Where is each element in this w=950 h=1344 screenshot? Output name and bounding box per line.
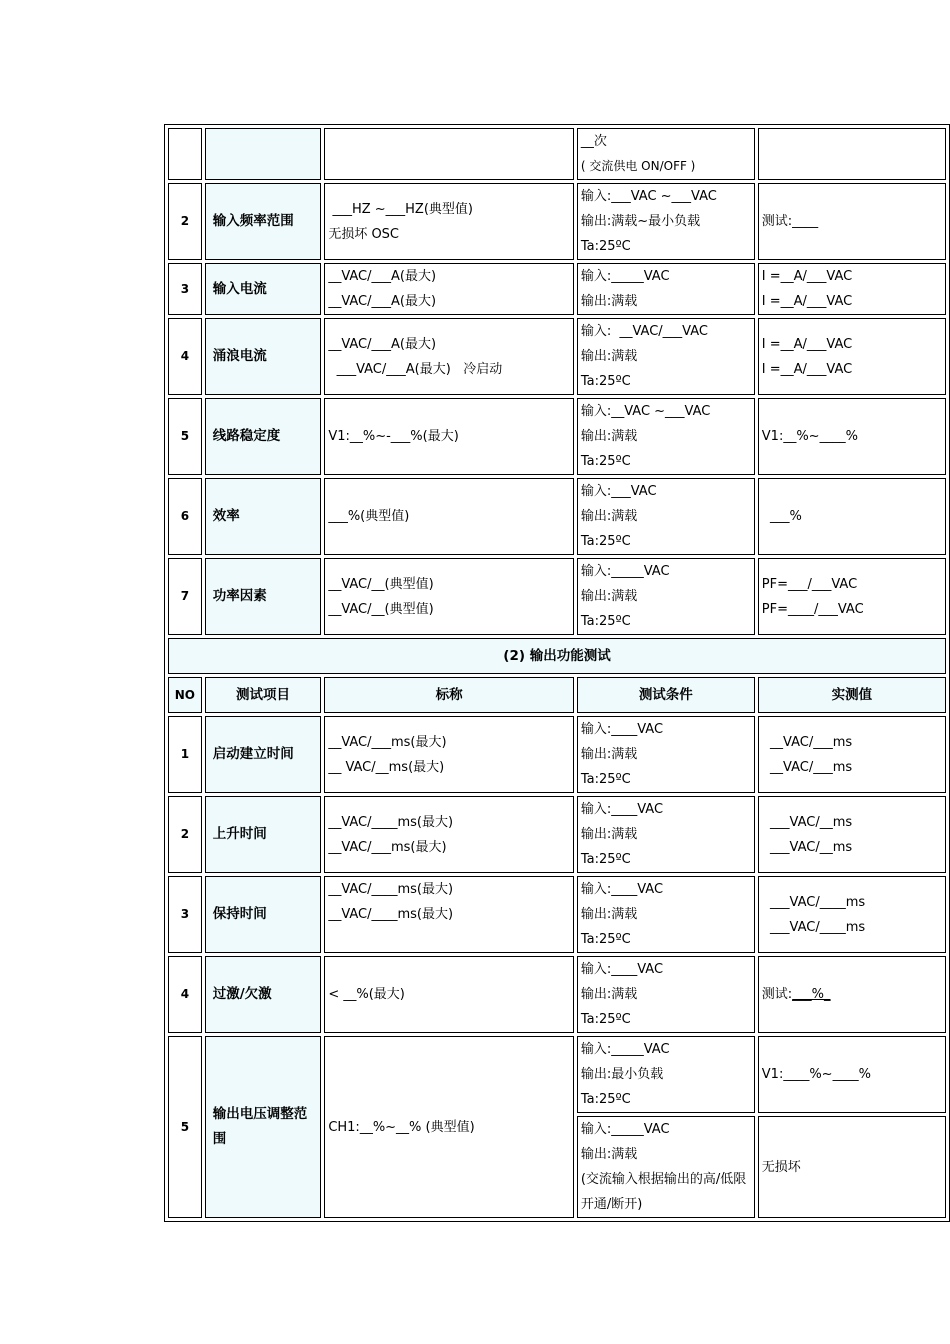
measured-cell <box>758 956 946 1033</box>
test-conditions-cell <box>577 716 755 793</box>
condition-line: 输入:_____VAC <box>580 1042 670 1057</box>
table-row <box>168 318 946 395</box>
measured-cell <box>758 478 946 555</box>
measured-line: ___VAC/__ms <box>761 814 853 830</box>
row-number: 3 <box>168 263 202 315</box>
condition-line: 输入:____VAC <box>580 802 664 817</box>
condition-line: 输入: __VAC/___VAC <box>580 324 708 339</box>
test-item-name: 输入电流 <box>205 263 322 315</box>
table-row <box>168 398 946 475</box>
condition-line: 输入:__VAC ~___VAC <box>580 404 711 419</box>
measured-cell: V1:____%~____% <box>758 1036 946 1113</box>
test-report-table <box>164 124 950 1222</box>
condition-line: ( 交流供电 ON/OFF ) <box>580 159 696 173</box>
measured-line: 测试:____ <box>761 214 819 229</box>
nominal-line: __VAC/___ms(最大) <box>328 839 447 855</box>
measured-line: I =__A/___VAC <box>761 336 853 352</box>
condition-line: Ta:25ºC <box>580 1012 631 1027</box>
nominal-cell <box>324 128 574 180</box>
measured-value: ___%_ <box>792 987 831 1002</box>
test-item-name: 过激/欠激 <box>205 956 322 1033</box>
test-item-name: 保持时间 <box>205 876 322 953</box>
nominal-line: V1:__%~-___%(最大) <box>328 429 459 444</box>
nominal-line: __VAC/___A(最大) <box>328 336 437 352</box>
condition-line: 输出:满载 <box>580 429 638 444</box>
nominal-cell <box>324 558 574 635</box>
nominal-cell <box>324 478 574 555</box>
nominal-line: __VAC/____ms(最大) <box>328 907 454 922</box>
test-item-name: 输出电压调整范围 <box>205 1036 322 1218</box>
measured-line: ___VAC/__ms <box>761 839 853 855</box>
nominal-line: __VAC/___A(最大) <box>328 269 437 284</box>
condition-line: 输出:满载~最小负载 <box>580 214 701 229</box>
measured-line: I =__A/___VAC <box>761 294 853 309</box>
column-header-measured: 实测值 <box>758 677 946 713</box>
test-item-name: 线路稳定度 <box>205 398 322 475</box>
condition-line: 输入:_____VAC <box>580 1122 670 1137</box>
nominal-line: ___%(典型值) <box>328 509 410 524</box>
nominal-line: __ VAC/__ms(最大) <box>328 759 445 775</box>
nominal-cell <box>324 318 574 395</box>
measured-line: __VAC/___ms <box>761 759 853 775</box>
measured-line: I =__A/___VAC <box>761 269 853 284</box>
condition-line: 输入:___VAC <box>580 484 657 499</box>
column-header-item: 测试项目 <box>205 677 322 713</box>
measured-line: __VAC/___ms <box>761 734 853 750</box>
nominal-line: < __%(最大) <box>328 987 405 1002</box>
measured-line: V1:__%~____% <box>761 429 858 444</box>
table-header-row <box>168 677 946 713</box>
table-row <box>168 263 946 315</box>
measured-cell <box>758 183 946 260</box>
nominal-cell <box>324 398 574 475</box>
condition-line: 输出:最小负载 <box>580 1067 664 1082</box>
row-number: 3 <box>168 876 202 953</box>
test-conditions-cell <box>577 956 755 1033</box>
table-row <box>168 956 946 1033</box>
condition-line: Ta:25ºC <box>580 374 631 389</box>
measured-prefix: 测试: <box>761 987 793 1002</box>
measured-cell <box>758 398 946 475</box>
nominal-line: __VAC/__(典型值) <box>328 601 434 617</box>
test-item-name: 效率 <box>205 478 322 555</box>
measured-line: ___VAC/____ms <box>761 919 866 935</box>
column-header-conditions: 测试条件 <box>577 677 755 713</box>
nominal-line: __VAC/____ms(最大) <box>328 814 454 830</box>
row-number: 2 <box>168 183 202 260</box>
nominal-line: __VAC/____ms(最大) <box>328 882 454 897</box>
condition-line: 输入:____VAC <box>580 962 664 977</box>
condition-line: 输出:满载 <box>580 589 638 604</box>
condition-line: 输入:_____VAC <box>580 269 670 284</box>
condition-line: 输入:___VAC ~___VAC <box>580 189 717 204</box>
condition-line: Ta:25ºC <box>580 454 631 469</box>
output-test-section <box>168 638 946 1218</box>
test-conditions-cell <box>577 263 755 315</box>
nominal-cell <box>324 263 574 315</box>
table-row <box>168 796 946 873</box>
nominal-cell: CH1:__%~__% (典型值) <box>324 1036 574 1218</box>
condition-line: 输出:满载 <box>580 509 638 524</box>
test-item-name: 启动建立时间 <box>205 716 322 793</box>
nominal-cell <box>324 183 574 260</box>
condition-line: 输出:满载 <box>580 827 638 842</box>
input-test-rows <box>168 128 946 635</box>
table-row <box>168 1036 946 1113</box>
condition-line: 输入:____VAC <box>580 882 664 897</box>
column-header-nominal: 标称 <box>324 677 574 713</box>
row-number <box>168 128 202 180</box>
nominal-cell <box>324 716 574 793</box>
measured-cell <box>758 876 946 953</box>
condition-line: Ta:25ºC <box>580 239 631 254</box>
measured-cell <box>758 128 946 180</box>
row-number: 2 <box>168 796 202 873</box>
nominal-cell <box>324 876 574 953</box>
measured-line: ___VAC/____ms <box>761 894 866 910</box>
condition-line: 输出:满载 <box>580 294 638 309</box>
condition-line: 输出:满载 <box>580 987 638 1002</box>
nominal-line: __VAC/___A(最大) <box>328 294 437 309</box>
row-number: 6 <box>168 478 202 555</box>
condition-line: __次 <box>580 134 607 149</box>
test-item-name <box>205 128 322 180</box>
measured-cell <box>758 558 946 635</box>
condition-line: Ta:25ºC <box>580 614 631 629</box>
test-conditions-cell <box>577 318 755 395</box>
row-number: 1 <box>168 716 202 793</box>
measured-cell <box>758 796 946 873</box>
test-item-name: 涌浪电流 <box>205 318 322 395</box>
test-conditions-cell <box>577 1116 755 1218</box>
row-number: 5 <box>168 398 202 475</box>
nominal-cell <box>324 796 574 873</box>
condition-line: Ta:25ºC <box>580 772 631 787</box>
condition-line: Ta:25ºC <box>580 1092 631 1107</box>
condition-line: Ta:25ºC <box>580 932 631 947</box>
test-conditions-cell <box>577 183 755 260</box>
condition-line: 输出:满载 <box>580 907 638 922</box>
row-number: 4 <box>168 956 202 1033</box>
nominal-line: ___VAC/___A(最大) 冷启动 <box>328 361 503 377</box>
test-conditions-cell <box>577 398 755 475</box>
test-conditions-cell <box>577 478 755 555</box>
row-number: 7 <box>168 558 202 635</box>
condition-line: 输出:满载 <box>580 1147 638 1162</box>
condition-line: Ta:25ºC <box>580 534 631 549</box>
table-row <box>168 478 946 555</box>
nominal-cell <box>324 956 574 1033</box>
nominal-line: ___HZ ~___HZ(典型值) <box>328 201 473 217</box>
test-conditions-cell <box>577 558 755 635</box>
test-conditions-cell <box>577 1036 755 1113</box>
table-row <box>168 876 946 953</box>
row-number: 5 <box>168 1036 202 1218</box>
test-conditions-cell <box>577 876 755 953</box>
test-item-name: 功率因素 <box>205 558 322 635</box>
measured-cell <box>758 263 946 315</box>
test-item-name: 上升时间 <box>205 796 322 873</box>
measured-line: ___% <box>761 509 802 524</box>
condition-line: 输入:____VAC <box>580 722 664 737</box>
measured-cell <box>758 716 946 793</box>
measured-cell: 无损坏 <box>758 1116 946 1218</box>
condition-line: 输入:_____VAC <box>580 564 670 579</box>
test-conditions-cell <box>577 796 755 873</box>
measured-cell <box>758 318 946 395</box>
condition-line: Ta:25ºC <box>580 852 631 867</box>
table-row <box>168 716 946 793</box>
section-title-row <box>168 638 946 674</box>
section-title: (2) 输出功能测试 <box>168 638 946 674</box>
column-header-no: NO <box>168 677 202 713</box>
condition-line: 输出:满载 <box>580 349 638 364</box>
condition-line: (交流输入根据输出的高/低限开通/断开) <box>580 1172 747 1212</box>
test-conditions-cell <box>577 128 755 180</box>
condition-line: 输出:满载 <box>580 747 638 762</box>
table-row <box>168 128 946 180</box>
measured-line: I =__A/___VAC <box>761 361 853 377</box>
table-row <box>168 558 946 635</box>
measured-line: PF=___/___VAC <box>761 576 858 592</box>
row-number: 4 <box>168 318 202 395</box>
nominal-line: __VAC/___ms(最大) <box>328 734 447 750</box>
table-row <box>168 183 946 260</box>
nominal-line: 无损坏 OSC <box>328 226 400 242</box>
nominal-line: __VAC/__(典型值) <box>328 576 434 592</box>
test-item-name: 输入频率范围 <box>205 183 322 260</box>
measured-line: PF=____/___VAC <box>761 601 864 617</box>
